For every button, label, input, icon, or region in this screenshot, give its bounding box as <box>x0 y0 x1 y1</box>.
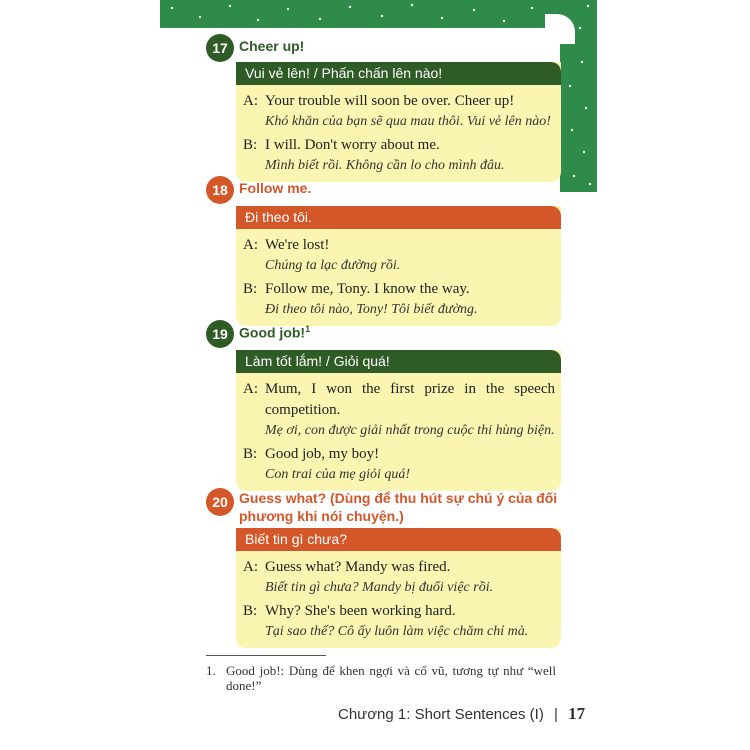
item-number-badge: 20 <box>206 488 234 516</box>
dialogue-header: Đi theo tôi. <box>236 206 561 229</box>
dialogue-line <box>243 235 555 276</box>
speaker-label: B: <box>243 603 258 619</box>
english-sentence: We're lost! <box>265 237 330 253</box>
dialogue-box <box>236 62 561 182</box>
vietnamese-translation: Mẹ ơi, con được giải nhất trong cuộc thi hùng biện. <box>265 423 555 438</box>
dialogue-line <box>243 279 555 320</box>
item-number-badge: 17 <box>206 34 234 62</box>
footnote-number: 1. <box>206 663 216 678</box>
item-title: Good job!$^1$ <box>239 324 311 341</box>
item-number-badge: 18 <box>206 176 234 204</box>
speaker-label: A: <box>243 237 258 253</box>
dialogue-box <box>236 206 561 326</box>
footnote <box>206 663 556 693</box>
chapter-label: Chương 1: Short Sentences (I) <box>338 706 544 723</box>
english-sentence: Good job, my boy! <box>265 446 380 462</box>
page-footer <box>338 704 585 724</box>
speaker-label: A: <box>243 93 258 109</box>
vietnamese-translation: Đi theo tôi nào, Tony! Tôi biết đường. <box>265 302 478 317</box>
vietnamese-translation: Biết tin gì chưa? Mandy bị đuổi việc rồi. <box>265 580 494 595</box>
page-number: 17 <box>568 704 586 723</box>
vietnamese-translation: Con trai của mẹ giỏi quá! <box>265 467 411 482</box>
dialogue-line <box>243 91 555 132</box>
vietnamese-translation: Mình biết rồi. Không cần lo cho mình đâu. <box>265 158 505 173</box>
english-sentence: Follow me, Tony. I know the way. <box>265 281 470 297</box>
footnote-marker: 1 <box>305 324 311 334</box>
english-sentence: Guess what? Mandy was fired. <box>265 559 451 575</box>
english-sentence: Your trouble will soon be over. Cheer up! <box>265 93 515 109</box>
dialogue-box <box>236 528 561 648</box>
english-sentence: Why? She's been working hard. <box>265 603 456 619</box>
vietnamese-translation: Khó khăn của bạn sẽ qua mau thôi. Vui vẻ lên nào! <box>265 114 551 129</box>
speaker-label: B: <box>243 137 258 153</box>
english-sentence: Mum, I won the first prize in the speech competition. <box>265 381 555 418</box>
footnote-rule <box>206 655 326 656</box>
item-number-badge: 19 <box>206 320 234 348</box>
item-title: Guess what? (Dùng để thu hút sự chú ý của đối phương khi nói chuyện.) <box>239 490 558 524</box>
item-title: Follow me. <box>239 180 312 196</box>
dialogue-line <box>243 444 555 485</box>
dialogue-header: Làm tốt lắm! / Giỏi quá! <box>236 350 561 373</box>
footer-separator: | <box>553 706 558 723</box>
footnote-text: Good job!: Dùng để khen ngợi và cổ vũ, tương tự như “well done!” <box>226 663 556 693</box>
dialogue-header: Biết tin gì chưa? <box>236 528 561 551</box>
speaker-label: A: <box>243 381 258 397</box>
vietnamese-translation: Chúng ta lạc đường rồi. <box>265 258 401 273</box>
dialogue-header: Vui vẻ lên! / Phấn chấn lên nào! <box>236 62 561 85</box>
item-title: Cheer up! <box>239 38 305 54</box>
speaker-label: B: <box>243 281 258 297</box>
dialogue-line <box>243 135 555 176</box>
english-sentence: I will. Don't worry about me. <box>265 137 440 153</box>
speaker-label: A: <box>243 559 258 575</box>
dialogue-line <box>243 557 555 598</box>
vietnamese-translation: Tại sao thế? Cô ấy luôn làm việc chăm chỉ mà. <box>265 624 529 639</box>
speaker-label: B: <box>243 446 258 462</box>
dialogue-line <box>243 379 555 441</box>
dialogue-box <box>236 350 561 491</box>
dialogue-line <box>243 601 555 642</box>
